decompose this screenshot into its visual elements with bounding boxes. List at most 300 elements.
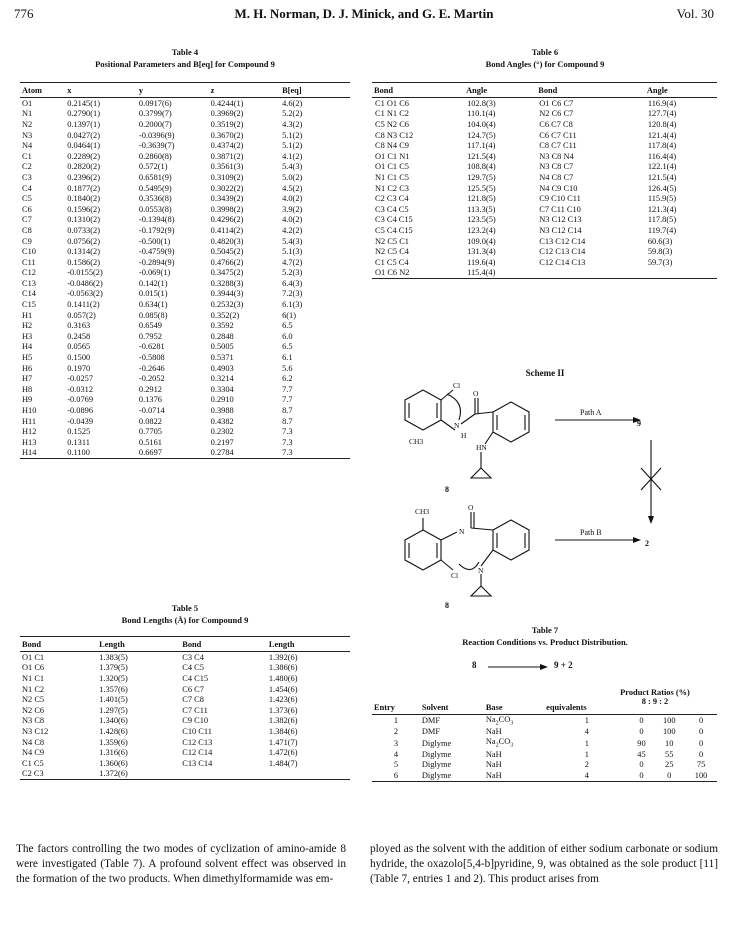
table4-cell: 8.7 (282, 416, 293, 426)
volume-label: Vol. 30 (676, 6, 714, 21)
table4-cell: N1 (22, 109, 33, 119)
table4-cell: 0.2912 (138, 384, 162, 394)
table4-cell: 0.1311 (67, 437, 90, 447)
table6-cell: 102.8(3) (467, 98, 496, 108)
table5-cell: 1.383(5) (99, 652, 128, 662)
table7-caption (375, 624, 715, 648)
table4-cell: 0.3163 (67, 321, 91, 331)
table-row (20, 737, 350, 748)
table5-cell: C3 C4 (182, 652, 204, 662)
table4-cell: 4.2(2) (282, 225, 303, 235)
table-row (372, 715, 717, 727)
table4-cell: -0.6281 (138, 342, 165, 352)
table7-reaction (460, 660, 640, 674)
table5-cell: N2 C6 (22, 705, 45, 715)
table4-title: Positional Parameters and B[eq] for Compound 9 (95, 59, 275, 69)
table6-cell: O1 C1 C5 (375, 162, 409, 172)
table4-header-0: Atom (20, 83, 65, 98)
table4-cell: C1 (22, 151, 32, 161)
table4-cell: H9 (22, 395, 33, 405)
body-paragraph-col1: The factors controlling the two modes of cyclization of amino-amide 8 were investigated (Table 7). A profound solvent effect was observed in the formation of the two products. When dimethylformamide was em- (16, 843, 346, 886)
scheme-compound-top: 8 (445, 485, 449, 494)
table5-cell: N2 C5 (22, 695, 45, 705)
table4-cell: 4.0(2) (282, 215, 303, 225)
table4-cell: -0.1792(9) (138, 225, 175, 235)
table5-cell: 1.360(6) (99, 758, 128, 768)
table7-cell: 25 (665, 760, 674, 770)
table7-cell: NaH (485, 727, 502, 737)
table5-cell: 1.316(6) (99, 748, 128, 758)
table-row (372, 109, 717, 120)
table-row (20, 426, 350, 437)
table4-header-4: B[eq] (280, 83, 350, 98)
table7-cell: 4 (584, 727, 589, 737)
table4-cell: C15 (22, 300, 36, 310)
table6-cell: 59.7(3) (647, 257, 673, 267)
table6-cell (645, 268, 717, 279)
table6-cell: 119.6(4) (467, 257, 496, 267)
table4-cell: -0.0896 (67, 406, 94, 416)
table4-cell: 0.3519(2) (210, 119, 244, 129)
table6-cell: 119.7(4) (647, 225, 677, 235)
table-row (372, 183, 717, 194)
page-header (14, 6, 714, 26)
table5-cell: 1.471(7) (268, 737, 298, 747)
scheme-atom-n2-bottom: N (478, 566, 484, 575)
table-row (20, 331, 350, 342)
table7-cell: $Na_2CO_3$ (485, 737, 514, 749)
table-row (372, 98, 717, 109)
table7-header-3: equivalents (544, 700, 629, 715)
table6-cell: 117.8(4) (647, 141, 677, 151)
table4-header-2: y (137, 83, 209, 98)
table4-cell: 0.3998(2) (210, 204, 244, 214)
table6-cell: C12 C14 C13 (539, 257, 586, 267)
table4-cell: -0.0312 (67, 384, 94, 394)
table4-cell: -0.2052 (138, 374, 165, 384)
table4-cell: 0.1596(2) (67, 204, 100, 214)
table4-cell: 4.0(2) (282, 194, 303, 204)
table5-cell (180, 769, 267, 780)
table4-cell: 0.2820(2) (67, 162, 100, 172)
table5-caption (20, 602, 350, 626)
table6-cell: 121.5(4) (647, 172, 677, 182)
table4-cell: 7.7 (282, 395, 293, 405)
table4-cell: 0.4820(3) (210, 236, 244, 246)
table6-cell: O1 C6 N2 (372, 268, 464, 279)
pyridine-ring-left-top (405, 390, 441, 430)
table-row (20, 673, 350, 684)
table4-cell: 0.2532(3) (210, 300, 244, 310)
table5-cell: 1.340(6) (99, 716, 128, 726)
table4-cell: 0.352(2) (210, 310, 240, 320)
table4-cell: -0.069(1) (138, 268, 171, 278)
table-row (372, 246, 717, 257)
table6-cell: C6 C7 C11 (539, 130, 577, 140)
table6-cell: N3 C8 N4 (539, 151, 574, 161)
table5-cell: 1.372(6) (97, 769, 180, 780)
table4-cell: 0.1310(2) (67, 215, 100, 225)
table6-cell: N1 C1 C5 (375, 172, 409, 182)
table6-header-2: Bond (536, 83, 645, 98)
scheme-atom-n-top: N (454, 421, 460, 430)
table4-cell: 7.3 (282, 437, 293, 447)
table7-cell: 100 (685, 770, 717, 781)
table5-cell: C12 C14 (182, 748, 213, 758)
table4-cell: 0.3592 (210, 321, 234, 331)
table4-cell: 0.0464(1) (67, 141, 100, 151)
table-row (372, 737, 717, 749)
table-row (20, 130, 350, 141)
table4-cell: -0.0563(2) (67, 289, 103, 299)
table4-cell: N3 (22, 130, 33, 140)
table6-cell: 116.4(4) (647, 151, 677, 161)
table7-cell: 4 (544, 770, 629, 781)
scheme-atom-h-top: H (461, 431, 467, 440)
table6-cell: C1 N1 C2 (375, 109, 409, 119)
table4-cell: 0.4374(2) (210, 141, 244, 151)
table5-number: Table 5 (171, 603, 199, 613)
table4-cell: 0.2000(7) (138, 119, 172, 129)
table-row (372, 727, 717, 738)
table-row (372, 215, 717, 226)
table4-cell: 5.0(2) (282, 172, 303, 182)
table4-cell: 0.7705 (138, 427, 162, 437)
table4-cell: -0.0769 (67, 395, 94, 405)
table4-cell: 8.7 (282, 406, 293, 416)
table6-cell: 125.5(5) (467, 183, 496, 193)
table4-cell: 0.1397(1) (67, 119, 100, 129)
table7-cell: DMF (421, 727, 441, 737)
table6-cell: N2 C6 C7 (539, 109, 574, 119)
table5-cell: 1.484(7) (268, 758, 298, 768)
table5-cell: 1.454(6) (268, 684, 298, 694)
table4-cell: 5.2(3) (282, 268, 303, 278)
table-row (372, 204, 717, 215)
table4-cell: H4 (22, 342, 33, 352)
table-row (20, 268, 350, 279)
table5-cell: 1.480(6) (268, 673, 298, 683)
table4 (20, 82, 350, 459)
table5-cell: C2 C3 (20, 769, 97, 780)
table6-cell: C1 O1 C6 (375, 98, 409, 108)
table-row (20, 652, 350, 663)
table4-cell: 7.7 (282, 384, 293, 394)
table7-cell: 75 (696, 760, 706, 770)
table4-cell: 7.3 (280, 448, 350, 459)
table5-cell: C9 C10 (182, 716, 209, 726)
table-row (20, 109, 350, 120)
table5-cell: 1.392(6) (268, 652, 298, 662)
table5-cell: C4 C5 (182, 663, 204, 673)
table4-cell: C12 (22, 268, 36, 278)
table-row (20, 140, 350, 151)
table4-cell: 0.0565 (67, 342, 91, 352)
table6-cell: C5 C4 C15 (375, 225, 413, 235)
table5-header-1: Length (97, 637, 180, 652)
table6-cell: 127.7(4) (647, 109, 677, 119)
table5-cell: C7 C11 (182, 705, 208, 715)
table4-cell: 0.1100 (65, 448, 137, 459)
table4-cell: 0.5045(2) (210, 247, 244, 257)
table6-cell: N2 C5 C4 (375, 247, 409, 257)
table4-cell: 4.5(2) (282, 183, 303, 193)
table4-cell: 0.0917(6) (138, 98, 172, 108)
table6-cell: C7 C11 C10 (539, 204, 581, 214)
table6-cell: 116.9(4) (647, 98, 677, 108)
table4-cell: 0.3969(2) (210, 109, 244, 119)
table4-header-3: z (209, 83, 280, 98)
table4-cell: -0.0257 (67, 374, 94, 384)
table5-cell: C6 C7 (182, 684, 204, 694)
scheme-path-b: Path B (580, 528, 602, 537)
table6-cell: 124.7(5) (467, 130, 496, 140)
table7-cell: 100 (662, 727, 676, 737)
table4-cell: 0.2396(2) (67, 172, 100, 182)
table4-cell: N4 (22, 141, 33, 151)
table4-cell: 0.3439(2) (210, 194, 244, 204)
table4-cell: C8 (22, 225, 32, 235)
table4-cell: 0.142(1) (138, 278, 168, 288)
table7-cell: 45 (637, 749, 646, 759)
table4-cell: 0.2458 (67, 331, 91, 341)
table4-cell: 0.3799(7) (138, 109, 172, 119)
pyridine-ring-left-bottom (405, 530, 441, 570)
table-row (20, 246, 350, 257)
table-row (372, 225, 717, 236)
body-paragraph-col2: ployed as the solvent with the addition of either sodium carbonate or sodium hydride, the oxazolo[5,4-b]pyridine, 9, was obtained as the sole product [11] (Table 7, entries 1 and 2). This product arises from (370, 843, 718, 886)
table7-cell: 1 (393, 716, 399, 726)
table4-cell: C9 (22, 236, 32, 246)
table7-cell: 6 (372, 770, 420, 781)
table-row (20, 705, 350, 716)
scheme-compound-bottom: 8 (445, 601, 449, 608)
table7-cell: NaH (485, 760, 502, 770)
table4-cell: 0.1877(2) (67, 183, 100, 193)
table6-cell: C13 C12 C14 (539, 236, 586, 246)
table4-cell: 0.6581(9) (138, 172, 172, 182)
table4-cell: 0.3109(2) (210, 172, 244, 182)
table-row (20, 193, 350, 204)
table7-header-2: Base (484, 700, 544, 715)
table5-cell: N3 C8 (22, 716, 45, 726)
table4-cell: 6.1 (282, 353, 293, 363)
table5-cell: 1.297(5) (99, 705, 128, 715)
table4-cell: 0.572(1) (138, 162, 168, 172)
table-row (20, 384, 350, 395)
table4-cell: N2 (22, 119, 33, 129)
table5 (20, 636, 350, 780)
table4-cell: -0.0486(2) (67, 278, 103, 288)
table6-header-1: Angle (464, 83, 536, 98)
table4-header-1: x (65, 83, 137, 98)
table7-cell: 0 (639, 716, 644, 726)
table4-cell: 0.1586(2) (67, 257, 100, 267)
table-row (20, 726, 350, 737)
table-row (20, 215, 350, 226)
table6-cell: 121.4(4) (647, 130, 677, 140)
table-row (372, 760, 717, 771)
table4-cell: O1 (22, 98, 33, 108)
table-row (20, 716, 350, 727)
table4-cell: 0.1500 (67, 353, 91, 363)
table4-cell: 0.2302 (210, 427, 234, 437)
table7-cell: 0 (698, 716, 704, 726)
table5-cell: C1 C5 (22, 758, 44, 768)
table7-cell: Diglyme (421, 760, 452, 770)
table-row (20, 747, 350, 758)
scheme-atom-o-bottom: O (468, 503, 474, 512)
table4-cell: 0.0553(8) (138, 204, 172, 214)
table-row (372, 257, 717, 268)
scheme-path-a: Path A (580, 408, 602, 417)
table6-cell: 113.3(5) (467, 204, 496, 214)
table6-cell: 131.3(4) (467, 247, 496, 257)
table4-cell: H14 (20, 448, 65, 459)
scheme-product-a: 9 (637, 419, 641, 428)
table7-cell: 0 (698, 727, 704, 737)
table-row (20, 416, 350, 427)
table7-cell: 2 (393, 727, 399, 737)
table4-cell: H11 (22, 416, 37, 426)
table4-cell: 0.0756(2) (67, 236, 100, 246)
table5-cell: 1.357(6) (99, 684, 128, 694)
table4-cell: C7 (22, 215, 32, 225)
table4-cell: 0.5161 (138, 437, 162, 447)
table4-cell: 7.2(3) (282, 289, 303, 299)
table4-caption (20, 46, 350, 70)
table4-cell: -0.2894(9) (138, 257, 175, 267)
table6-cell: 60.6(3) (647, 236, 673, 246)
table-row (372, 119, 717, 130)
table6-cell: C8 C7 C11 (539, 141, 577, 151)
table4-cell: 5.4(3) (282, 236, 303, 246)
table5-cell: O1 C6 (22, 663, 45, 673)
table4-cell: 0.4244(1) (210, 98, 244, 108)
table-row (20, 204, 350, 215)
table7-cell: NaH (485, 749, 502, 759)
table4-cell: 0.0733(2) (67, 225, 100, 235)
table6-cell (536, 268, 645, 279)
table4-cell: 0.1314(2) (67, 247, 100, 257)
table4-cell: -0.500(1) (138, 236, 171, 246)
scheme-atom-ch3-bottom: CH3 (415, 507, 430, 516)
table4-cell: 4.7(2) (282, 257, 303, 267)
table4-cell: 0.3871(2) (210, 151, 244, 161)
table-row (20, 373, 350, 384)
table7-cell: 0 (639, 760, 644, 770)
scheme-atom-ch3-top: CH3 (409, 437, 424, 446)
table4-cell: 0.4382 (210, 416, 234, 426)
table6-cell: N1 C2 C3 (375, 183, 409, 193)
table5-cell: N1 C2 (22, 684, 45, 694)
table4-cell: -0.0439 (67, 416, 94, 426)
table6-cell: C3 C4 C15 (375, 215, 413, 225)
table6-cell: C6 C7 C8 (539, 119, 573, 129)
table-row (372, 749, 717, 760)
table-row (20, 342, 350, 353)
scheme-atom-n-bottom: N (459, 527, 465, 536)
table6-cell: C2 C3 C4 (375, 194, 409, 204)
table5-cell: C7 C8 (182, 695, 204, 705)
table-row (20, 151, 350, 162)
table6-cell: C5 N2 C6 (375, 119, 409, 129)
table4-cell: 0.3536(8) (138, 194, 172, 204)
table-row (372, 770, 717, 781)
table-row (20, 98, 350, 109)
table7-cell: 4 (393, 749, 399, 759)
table4-cell: 5.2(2) (282, 109, 303, 119)
table4-cell: 5.1(2) (282, 141, 303, 151)
table4-cell: 0.3304 (210, 384, 234, 394)
table7-cell: 0 (698, 738, 704, 748)
scheme-atom-o-top: O (473, 389, 479, 398)
table4-cell: H12 (22, 427, 37, 437)
table-row (20, 162, 350, 173)
table4-cell: H5 (22, 353, 33, 363)
table6-cell: 59.8(3) (647, 247, 673, 257)
table4-cell: 0.4114(2) (210, 225, 244, 235)
table7-header-4 (630, 700, 654, 715)
table5-cell: 1.320(5) (99, 673, 128, 683)
scheme-atom-cl-bottom: Cl (451, 571, 459, 580)
reaction-reactant: 8 (472, 660, 477, 670)
table-row (20, 183, 350, 194)
table-row (20, 363, 350, 374)
table-row (372, 151, 717, 162)
table-row (20, 119, 350, 130)
table-row (20, 437, 350, 448)
table4-cell: -0.2646 (138, 363, 165, 373)
table7-cell: 55 (665, 749, 674, 759)
table4-cell: 0.7952 (138, 331, 162, 341)
table-row (20, 299, 350, 310)
reaction-arrow (488, 662, 548, 672)
table4-cell: -0.5808 (138, 353, 165, 363)
table4-cell: 6.0 (282, 331, 293, 341)
table4-cell: 0.5371 (210, 353, 234, 363)
table4-cell: 0.2197 (210, 437, 234, 447)
table-row (20, 663, 350, 674)
table4-cell: 0.634(1) (138, 300, 168, 310)
ratio-title: Product Ratios (%) (620, 688, 690, 697)
table4-cell: 0.0822 (138, 416, 162, 426)
running-head-authors: M. H. Norman, D. J. Minick, and G. E. Martin (234, 6, 494, 21)
table5-cell: C4 C15 (182, 673, 209, 683)
table4-number: Table 4 (171, 47, 199, 57)
table6-cell: N3 C8 C7 (539, 162, 574, 172)
table6-cell: O1 C6 C7 (539, 98, 574, 108)
table6-cell: O1 C1 N1 (375, 151, 410, 161)
table4-cell: H13 (22, 437, 37, 447)
table5-cell: O1 C1 (22, 652, 45, 662)
table4-cell: 0.2145(1) (67, 98, 100, 108)
table7-cell: 10 (665, 738, 674, 748)
table7-cell: NaH (484, 770, 544, 781)
table7-cell: 0 (639, 727, 644, 737)
table4-cell: C13 (22, 278, 36, 288)
table4-cell: 5.1(2) (282, 130, 303, 140)
table6-cell: 117.8(5) (647, 215, 677, 225)
table6-number: Table 6 (531, 47, 559, 57)
table-row (20, 257, 350, 268)
table4-cell: C2 (22, 162, 32, 172)
scheme-product-b: 2 (645, 539, 649, 548)
table5-cell: 1.428(6) (99, 726, 128, 736)
table5-header-0: Bond (20, 637, 97, 652)
table4-cell: H2 (22, 321, 33, 331)
table5-cell: 1.386(6) (268, 663, 298, 673)
